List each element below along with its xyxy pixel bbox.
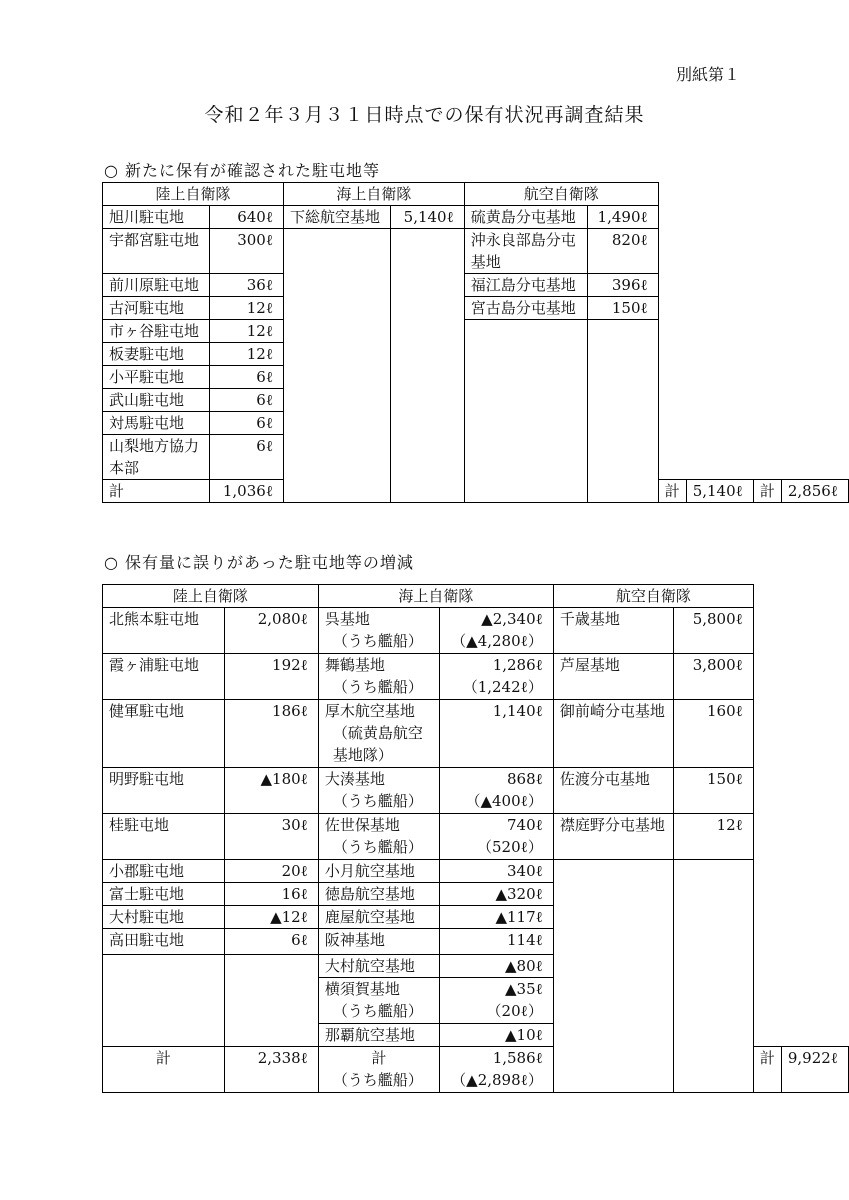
maritime-name-main: 大湊基地 [324, 770, 385, 788]
air-empty-cell [464, 320, 587, 503]
header-ground: 陸上自衛隊 [103, 183, 284, 206]
section1-heading: ○ 新たに保有が確認された駐屯地等 [104, 161, 381, 180]
ground-value: 300ℓ [209, 229, 283, 274]
air-value: 5,800ℓ [673, 608, 753, 654]
ground-name: 桂駐屯地 [103, 814, 225, 860]
maritime-value: ▲117ℓ [440, 906, 554, 929]
ground-name: 小平駐屯地 [103, 366, 210, 389]
ground-name: 宇都宮駐屯地 [103, 229, 210, 274]
maritime-name [318, 700, 439, 768]
table-header-row [103, 183, 849, 206]
maritime-name: 徳島航空基地 [318, 883, 439, 906]
maritime-value-main: 1,286ℓ [492, 656, 543, 674]
air-empty-cell [588, 320, 659, 503]
maritime-total-label-sub: （うち艦船） [332, 1071, 423, 1089]
ground-value: 6ℓ [209, 412, 283, 435]
maritime-value-sub: （520ℓ） [477, 838, 543, 856]
air-total-label: 計 [753, 1047, 781, 1093]
maritime-empty-cell [390, 229, 464, 503]
air-value: 396ℓ [588, 274, 659, 297]
ground-name: 武山駐屯地 [103, 389, 210, 412]
ground-value: 640ℓ [209, 206, 283, 229]
table-row [103, 860, 849, 883]
ground-value: 30ℓ [224, 814, 318, 860]
header-maritime: 海上自衛隊 [284, 183, 465, 206]
air-name: 佐渡分屯基地 [553, 768, 673, 814]
header-air: 航空自衛隊 [464, 183, 658, 206]
ground-value: 20ℓ [224, 860, 318, 883]
maritime-value-sub: （1,242ℓ） [462, 678, 543, 696]
maritime-total-label: 計 [658, 480, 686, 503]
air-value: 820ℓ [588, 229, 659, 274]
ground-total-label: 計 [103, 480, 210, 503]
air-empty-cell [553, 860, 673, 1093]
ground-value: 6ℓ [209, 389, 283, 412]
ground-name: 霞ヶ浦駐屯地 [103, 654, 225, 700]
maritime-name [318, 608, 439, 654]
new-holdings-table [102, 182, 849, 503]
air-value: 150ℓ [673, 768, 753, 814]
ground-value: 16ℓ [224, 883, 318, 906]
page-title: 令和２年３月３１日時点での保有状況再調査結果 [204, 104, 645, 126]
maritime-name-main: 厚木航空基地 [324, 702, 415, 720]
maritime-name-main: 横須賀基地 [324, 980, 400, 998]
ground-name: 明野駐屯地 [103, 768, 225, 814]
air-value: 150ℓ [588, 297, 659, 320]
air-value: 1,490ℓ [588, 206, 659, 229]
ground-name: 健軍駐屯地 [103, 700, 225, 768]
maritime-name: 鹿屋航空基地 [318, 906, 439, 929]
maritime-value-main: 868ℓ [507, 770, 543, 788]
maritime-value: ▲320ℓ [440, 883, 554, 906]
maritime-value-sub: （▲4,280ℓ） [451, 632, 543, 650]
ground-empty-cell [224, 955, 318, 1047]
maritime-value: 340ℓ [440, 860, 554, 883]
air-total: 2,856ℓ [781, 480, 848, 503]
air-empty-cell [673, 860, 753, 1093]
maritime-value-main: ▲2,340ℓ [481, 610, 543, 628]
maritime-name-main: 佐世保基地 [324, 816, 400, 834]
maritime-total-label-main: 計 [371, 1049, 387, 1067]
ground-name: 市ヶ谷駐屯地 [103, 320, 210, 343]
table-row [103, 320, 849, 343]
maritime-value: 1,140ℓ [440, 700, 554, 768]
table-row [103, 206, 849, 229]
air-name: 沖永良部島分屯基地 [464, 229, 587, 274]
maritime-name-sub: （硫黄島航空基地隊） [332, 724, 423, 764]
maritime-name [318, 814, 439, 860]
maritime-total: 5,140ℓ [686, 480, 753, 503]
maritime-value [440, 978, 554, 1024]
maritime-value [440, 654, 554, 700]
ground-value: ▲12ℓ [224, 906, 318, 929]
ground-name: 小郡駐屯地 [103, 860, 225, 883]
ground-value: ▲180ℓ [224, 768, 318, 814]
air-name: 硫黄島分屯基地 [464, 206, 587, 229]
ground-name: 富士駐屯地 [103, 883, 225, 906]
ground-value: 6ℓ [209, 435, 283, 480]
ground-name: 山梨地方協力本部 [103, 435, 210, 480]
ground-name: 対馬駐屯地 [103, 412, 210, 435]
header-air: 航空自衛隊 [553, 585, 753, 608]
ground-value: 2,080ℓ [224, 608, 318, 654]
maritime-name [318, 978, 439, 1024]
ground-value: 6ℓ [224, 929, 318, 955]
maritime-name-sub: （うち艦船） [332, 678, 423, 696]
ground-name: 大村駐屯地 [103, 906, 225, 929]
ground-name: 古河駐屯地 [103, 297, 210, 320]
ground-total-label: 計 [103, 1047, 225, 1093]
table-row [103, 229, 849, 274]
maritime-name-sub: （うち艦船） [332, 792, 423, 810]
maritime-value: 114ℓ [440, 929, 554, 955]
air-value: 12ℓ [673, 814, 753, 860]
air-value: 3,800ℓ [673, 654, 753, 700]
ground-name: 高田駐屯地 [103, 929, 225, 955]
maritime-name-sub: （うち艦船） [332, 632, 423, 650]
maritime-name: 阪神基地 [318, 929, 439, 955]
air-value: 160ℓ [673, 700, 753, 768]
maritime-empty-cell [284, 229, 391, 503]
ground-name: 板妻駐屯地 [103, 343, 210, 366]
table-row [103, 814, 849, 860]
air-name: 襟庭野分屯基地 [553, 814, 673, 860]
ground-value: 12ℓ [209, 343, 283, 366]
ground-total: 1,036ℓ [209, 480, 283, 503]
section2-heading: ○ 保有量に誤りがあった駐屯地等の増減 [104, 553, 414, 572]
air-name: 福江島分屯基地 [464, 274, 587, 297]
maritime-name: 那覇航空基地 [318, 1024, 439, 1047]
maritime-name-sub: （うち艦船） [332, 1002, 423, 1020]
maritime-name: 下総航空基地 [284, 206, 391, 229]
maritime-name: 小月航空基地 [318, 860, 439, 883]
maritime-total-sub: （▲2,898ℓ） [451, 1071, 543, 1089]
header-ground: 陸上自衛隊 [103, 585, 319, 608]
maritime-value: 5,140ℓ [390, 206, 464, 229]
table-row [103, 654, 849, 700]
air-total-label: 計 [753, 480, 781, 503]
maritime-name-main: 舞鶴基地 [324, 656, 385, 674]
ground-empty-cell [103, 955, 225, 1047]
table-row [103, 608, 849, 654]
maritime-value-sub: （▲400ℓ） [465, 792, 543, 810]
ground-name: 北熊本駐屯地 [103, 608, 225, 654]
ground-name: 旭川駐屯地 [103, 206, 210, 229]
maritime-value [440, 814, 554, 860]
air-total: 9,922ℓ [781, 1047, 848, 1093]
corrected-holdings-table [102, 584, 849, 1093]
ground-value: 12ℓ [209, 297, 283, 320]
ground-value: 36ℓ [209, 274, 283, 297]
ground-total: 2,338ℓ [224, 1047, 318, 1093]
maritime-value [440, 608, 554, 654]
maritime-value: ▲80ℓ [440, 955, 554, 978]
maritime-name-main: 呉基地 [324, 610, 370, 628]
maritime-value-main: 740ℓ [507, 816, 543, 834]
ground-value: 12ℓ [209, 320, 283, 343]
maritime-name: 大村航空基地 [318, 955, 439, 978]
table-row [103, 700, 849, 768]
maritime-value: ▲10ℓ [440, 1024, 554, 1047]
maritime-total [440, 1047, 554, 1093]
maritime-value-sub: （20ℓ） [486, 1002, 543, 1020]
table-row [103, 297, 849, 320]
ground-value: 186ℓ [224, 700, 318, 768]
maritime-total-main: 1,586ℓ [492, 1049, 543, 1067]
air-name: 芦屋基地 [553, 654, 673, 700]
air-name: 千歳基地 [553, 608, 673, 654]
maritime-total-label [318, 1047, 439, 1093]
maritime-name-sub: （うち艦船） [332, 838, 423, 856]
ground-value: 6ℓ [209, 366, 283, 389]
air-name: 御前崎分屯基地 [553, 700, 673, 768]
table-header-row [103, 585, 849, 608]
header-maritime: 海上自衛隊 [318, 585, 553, 608]
table-row [103, 768, 849, 814]
ground-name: 前川原駐屯地 [103, 274, 210, 297]
table-row [103, 274, 849, 297]
maritime-name [318, 768, 439, 814]
air-name: 宮古島分屯基地 [464, 297, 587, 320]
ground-value: 192ℓ [224, 654, 318, 700]
maritime-value-main: ▲35ℓ [505, 980, 543, 998]
maritime-value [440, 768, 554, 814]
maritime-name [318, 654, 439, 700]
attachment-label: 別紙第１ [676, 65, 741, 84]
